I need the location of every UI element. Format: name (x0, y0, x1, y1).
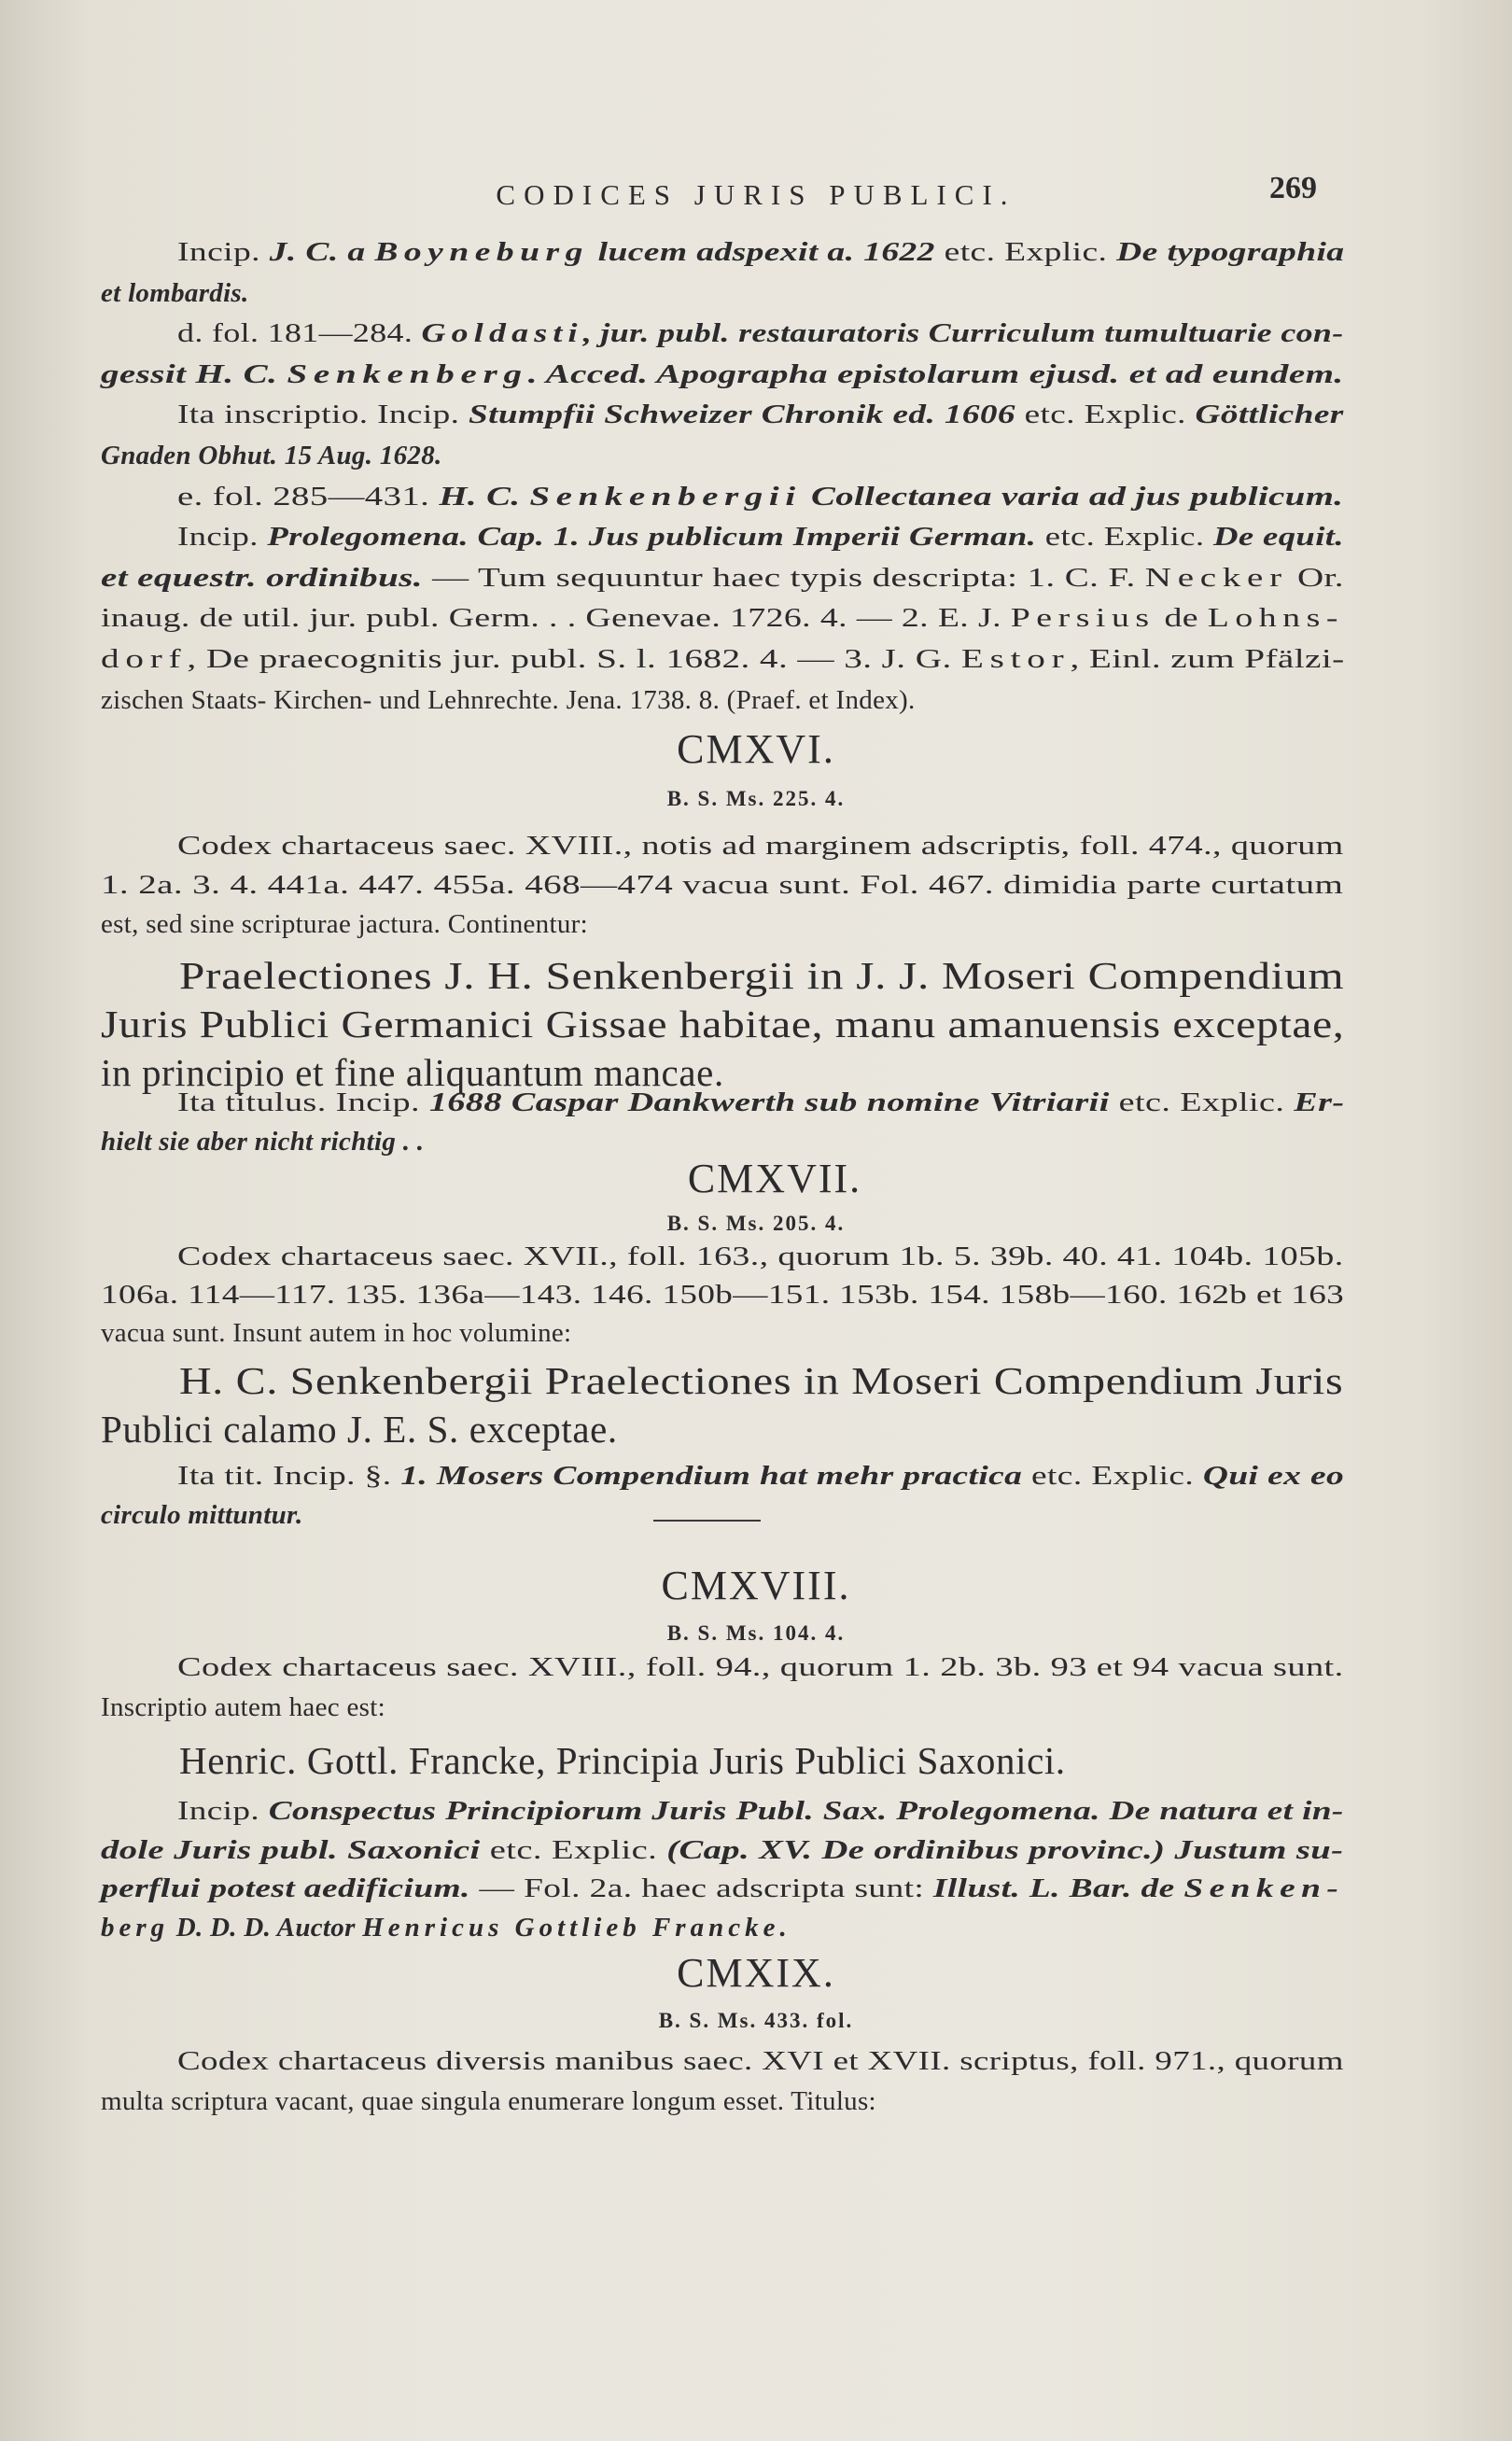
italic-run: Stumpfii Schweizer Chronik ed. 1606 (469, 400, 1015, 430)
italic-run: Boyneburg (374, 237, 589, 267)
italic-run: 1688 Caspar Dankwerth sub nomine Vitriarii (428, 1087, 1110, 1117)
italic-run: . Acced. Apographa epistolarum ejusd. et ad eundem. (527, 358, 1344, 389)
italic-run: J. C. a (269, 237, 375, 267)
text-run: Codex chartaceus saec. XVIII., notis ad marginem adscriptis, foll. 474., quorum (177, 831, 1344, 861)
text-run: etc. Explic. (480, 1834, 667, 1865)
spaced-run: Persius (1010, 603, 1155, 634)
text-line (177, 1794, 1344, 1828)
italic-run: et lombardis. (101, 277, 249, 308)
text-line (101, 561, 1344, 595)
text-run: Incip. (177, 522, 268, 553)
manuscript-title-line: Praelectiones J. H. Senkenbergii in J. J. Moseri Compendium (179, 954, 1345, 997)
codex-heading-cmxvi: CMXVI. (677, 726, 835, 772)
text-line (177, 1240, 1344, 1273)
text-line (177, 1459, 1344, 1493)
text-line (101, 1125, 424, 1158)
text-run: zischen Staats- Kirchen- und Lehnrechte. Jena. 1738. 8. (Praef. et Index). (101, 684, 916, 715)
text-line (101, 868, 1343, 902)
text-run: etc. Explic. (1036, 522, 1213, 553)
italic-run: hielt sie aber nicht richtig . . (101, 1127, 425, 1157)
text-run: Codex chartaceus diversis manibus saec. XVI et XVII. scriptus, foll. 971., quorum (177, 2046, 1344, 2076)
italic-run: perflui potest aedificium. (101, 1873, 470, 1903)
text-line (101, 2084, 876, 2118)
italic-run: Senkenberg (287, 358, 528, 389)
manuscript-title-line: Juris Publici Germanici Gissae habitae, manu amanuensis exceptae, (101, 1003, 1345, 1045)
text-run: Or. (1287, 562, 1344, 593)
italic-run: Gnaden Obhut. 15 Aug. 1628. (101, 441, 442, 470)
italic-run: circulo mittuntur. (101, 1500, 303, 1530)
text-run: e. fol. 285—431. (177, 481, 440, 512)
text-run: 1. 2a. 3. 4. 441a. 447. 455a. 468—474 vacua sunt. Fol. 467. dimidia parte curtatum (101, 870, 1344, 900)
spaced-run: Estor (960, 644, 1071, 674)
text-line (177, 829, 1344, 863)
italic-run: gessit H. C. (101, 358, 287, 389)
spaced-run: dorf (101, 644, 188, 674)
shelfmark-cmxviii: B. S. Ms. 104. 4. (666, 1621, 846, 1645)
italic-run: Conspectus Principiorum Juris Publ. Sax. Prolegomena. De natura et in- (268, 1796, 1344, 1826)
text-run: Incip. (177, 1796, 269, 1826)
italic-run: 1. Mosers Compendium hat mehr practica (400, 1461, 1023, 1491)
text-run: d. fol. 181—284. (177, 318, 422, 349)
italic-run: Göttlicher (1195, 400, 1344, 430)
italic-run: H. C. (439, 481, 530, 512)
text-run: , De praecognitis jur. publ. S. l. 1682. 4. — 3. J. G. (187, 644, 961, 674)
manuscript-title-line: H. C. Senkenbergii Praelectiones in Moseri Compendium Juris (179, 1359, 1344, 1402)
italic-run: Prolegomena. Cap. 1. Jus publicum Imperii German. (267, 522, 1037, 553)
manuscript-title-line: Henric. Gottl. Francke, Principia Juris Publici Saxonici. (179, 1739, 1066, 1782)
shelfmark-cmxix: B. S. Ms. 433. fol. (658, 2009, 854, 2032)
italic-run: D. D. D. Auctor (169, 1912, 363, 1943)
text-run: inaug. de util. jur. publ. Germ. . . Genevae. 1726. 4. — 2. E. J. (101, 603, 1011, 634)
italic-run: De equit. (1212, 522, 1344, 553)
text-line (101, 1498, 303, 1532)
text-run: Codex chartaceus saec. XVIII., foll. 94., quorum 1. 2b. 3b. 93 et 94 vacua sunt. (177, 1652, 1344, 1682)
page-number: 269 (1269, 171, 1317, 205)
italic-run: Henricus Gottlieb Francke (362, 1912, 780, 1943)
text-line (101, 1316, 571, 1350)
italic-run: Qui ex eo (1202, 1461, 1345, 1491)
text-line (101, 1833, 1343, 1867)
italic-run: (Cap. XV. De ordinibus provinc.) Justum su- (666, 1834, 1344, 1865)
codex-heading-cmxvii: CMXVII. (687, 1156, 862, 1201)
text-run: 106a. 114—117. 135. 136a—143. 146. 150b—151. 153b. 154. 158b—160. 162b et 163 (101, 1280, 1345, 1310)
italic-run: Collectanea varia ad jus publicum. (801, 481, 1344, 512)
text-run: Ita tit. Incip. §. (177, 1461, 401, 1491)
text-line (101, 642, 1345, 676)
spaced-run: Lohns- (1207, 603, 1344, 634)
text-line (177, 1650, 1344, 1684)
italic-run: Illust. L. Bar. de (932, 1873, 1184, 1903)
text-line (101, 1278, 1344, 1312)
italic-run: Er- (1294, 1087, 1345, 1117)
italic-run: Senkenbergii (529, 481, 802, 512)
text-run: Codex chartaceus saec. XVII., foll. 163., quorum 1b. 5. 39b. 40. 41. 104b. 105b. (177, 1242, 1344, 1271)
text-line (177, 316, 1344, 350)
codex-heading-cmxix: CMXIX. (677, 1950, 835, 1996)
italic-run: , jur. publ. restauratoris Curriculum tumultuarie con- (582, 318, 1344, 349)
text-line (177, 235, 1344, 269)
italic-run: Senken- (1183, 1873, 1345, 1903)
text-run: — Fol. 2a. haec adscripta sunt: (469, 1873, 933, 1903)
text-line (177, 480, 1343, 513)
text-line (177, 1086, 1344, 1119)
text-line (177, 398, 1344, 431)
text-line (101, 1690, 385, 1724)
italic-run: dole Juris publ. Saxonici (101, 1834, 481, 1865)
text-run: etc. Explic. (1022, 1461, 1203, 1491)
text-run: vacua sunt. Insunt autem in hoc volumine: (101, 1318, 572, 1348)
text-line (101, 907, 588, 941)
text-run: multa scriptura vacant, quae singula enumerare longum esset. Titulus: (101, 2086, 876, 2116)
italic-run: Goldasti (421, 318, 583, 349)
text-line (177, 520, 1344, 554)
italic-run: De typographia (1116, 237, 1345, 267)
text-run: — Tum sequuntur haec typis descripta: 1. C. F. (422, 562, 1145, 593)
text-run: etc. Explic. (1109, 1087, 1295, 1117)
text-line (101, 1872, 1344, 1905)
text-run: Ita titulus. Incip. (177, 1087, 429, 1117)
text-run: de (1155, 603, 1208, 634)
text-run: Ita inscriptio. Incip. (177, 400, 469, 430)
text-line (101, 1911, 787, 1944)
shelfmark-cmxvii: B. S. Ms. 205. 4. (666, 1212, 846, 1235)
text-run: , Einl. zum Pfälzi- (1070, 644, 1345, 674)
italic-run: et equestr. ordinibus. (101, 562, 423, 593)
text-line (101, 683, 916, 717)
text-run: est, sed sine scripturae jactura. Continentur: (101, 909, 588, 939)
italic-run: lucem adspexit a. 1622 (588, 237, 935, 267)
text-line (101, 276, 249, 310)
shelfmark-cmxvi: B. S. Ms. 225. 4. (666, 787, 846, 810)
spaced-run: Necker (1144, 562, 1288, 593)
codex-heading-cmxviii: CMXVIII. (661, 1563, 851, 1608)
manuscript-title-line: Publici calamo J. E. S. exceptae. (101, 1408, 618, 1451)
running-head: CODICES JURIS PUBLICI. (496, 178, 1016, 211)
text-line (101, 439, 442, 472)
section-rule (653, 1520, 761, 1522)
text-line (101, 358, 1344, 391)
italic-run: berg (101, 1912, 170, 1943)
text-run: etc. Explic. (1015, 400, 1196, 430)
text-run: etc. Explic. (934, 237, 1117, 267)
text-line (177, 2044, 1344, 2078)
text-run: Inscriptio autem haec est: (101, 1692, 385, 1722)
text-line (101, 601, 1344, 635)
text-run: Incip. (177, 237, 270, 267)
manuscript-title-line: in principio et fine aliquantum mancae. (101, 1051, 724, 1094)
italic-run: . (779, 1912, 788, 1943)
